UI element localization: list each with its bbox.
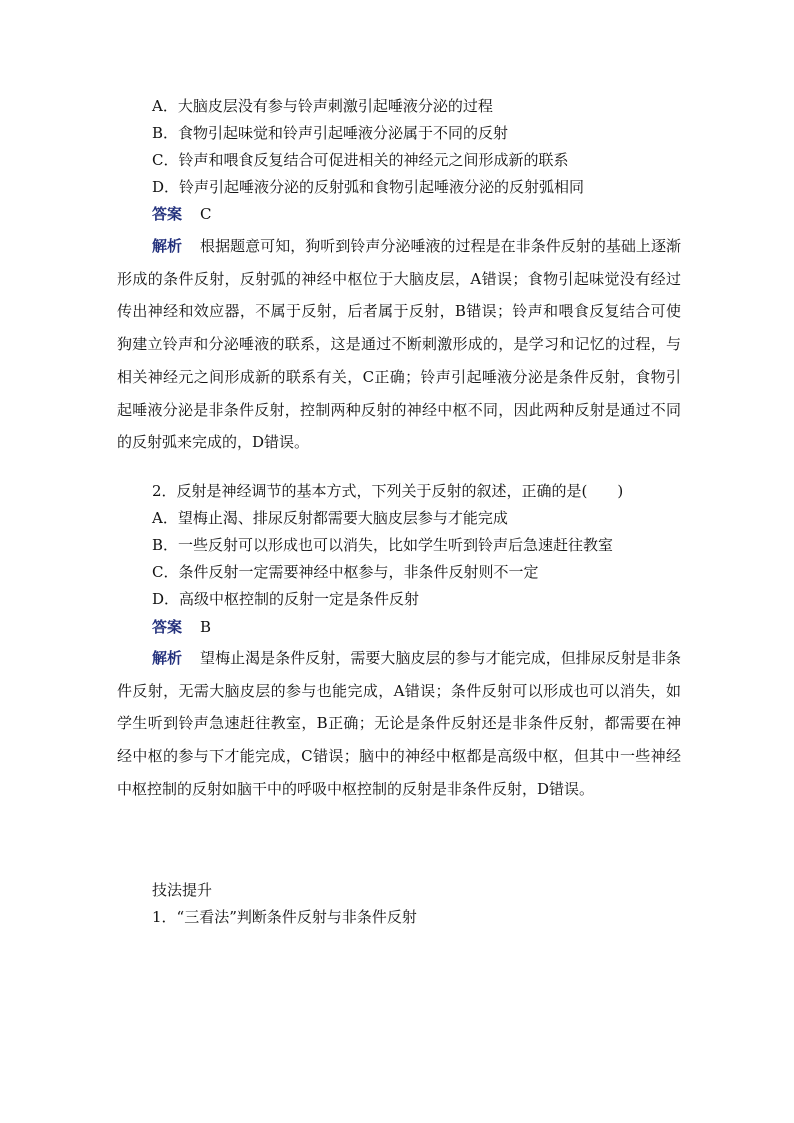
q1-option-b: B．食物引起味觉和铃声引起唾液分泌属于不同的反射	[152, 124, 509, 142]
section-title: 技法提升	[152, 881, 213, 899]
q2-analysis-label: 解析	[152, 649, 183, 667]
q1-answer	[152, 204, 212, 224]
q2-analysis	[117, 642, 681, 806]
q2-answer	[152, 617, 211, 637]
q2-stem: 2．反射是神经调节的基本方式，下列关于反射的叙述，正确的是( )	[152, 482, 624, 500]
q1-analysis	[117, 230, 681, 459]
q2-analysis-text: 望梅止渴是条件反射，需要大脑皮层的参与才能完成，但排尿反射是非条件反射，无需大脑皮层的参与也能完成，A错误；条件反射可以形成也可以消失，如学生听到铃声急速赶往教室，B正确；无论是条件反射还是非条件反射，都需要在神经中枢的参与下才能完成，C错误；脑中的神经中枢都是高级中枢，但其中一些神经中枢控制的反射如脑干中的呼吸中枢控制的反射是非条件反射，D错误。	[117, 649, 681, 798]
q1-analysis-label: 解析	[152, 237, 183, 255]
q1-option-c: C．铃声和喂食反复结合可促进相关的神经元之间形成新的联系	[152, 151, 569, 169]
q1-option-a: A．大脑皮层没有参与铃声刺激引起唾液分泌的过程	[152, 97, 493, 115]
q2-option-a: A．望梅止渴、排尿反射都需要大脑皮层参与才能完成	[152, 509, 508, 527]
q2-answer-label: 答案	[152, 618, 183, 636]
q2-option-c: C．条件反射一定需要神经中枢参与，非条件反射则不一定	[152, 563, 539, 581]
section-item-1: 1．“三看法”判断条件反射与非条件反射	[152, 908, 417, 926]
q1-answer-value: C	[200, 205, 212, 223]
q1-option-d: D．铃声引起唾液分泌的反射弧和食物引起唾液分泌的反射弧相同	[152, 178, 585, 196]
q2-option-d: D．高级中枢控制的反射一定是条件反射	[152, 590, 420, 608]
q1-analysis-text: 根据题意可知，狗听到铃声分泌唾液的过程是在非条件反射的基础上逐渐形成的条件反射，反射弧的神经中枢位于大脑皮层，A错误；食物引起味觉没有经过传出神经和效应器，不属于反射，后者属于反射，B错误；铃声和喂食反复结合可使狗建立铃声和分泌唾液的联系，这是通过不断刺激形成的，是学习和记忆的过程，与相关神经元之间形成新的联系有关，C正确；铃声引起唾液分泌是条件反射，食物引起唾液分泌是非条件反射，控制两种反射的神经中枢不同，因此两种反射是通过不同的反射弧来完成的，D错误。	[117, 237, 681, 452]
q2-option-b: B．一些反射可以形成也可以消失，比如学生听到铃声后急速赶往教室	[152, 536, 614, 554]
q2-answer-value: B	[200, 618, 212, 636]
q1-answer-label: 答案	[152, 205, 183, 223]
